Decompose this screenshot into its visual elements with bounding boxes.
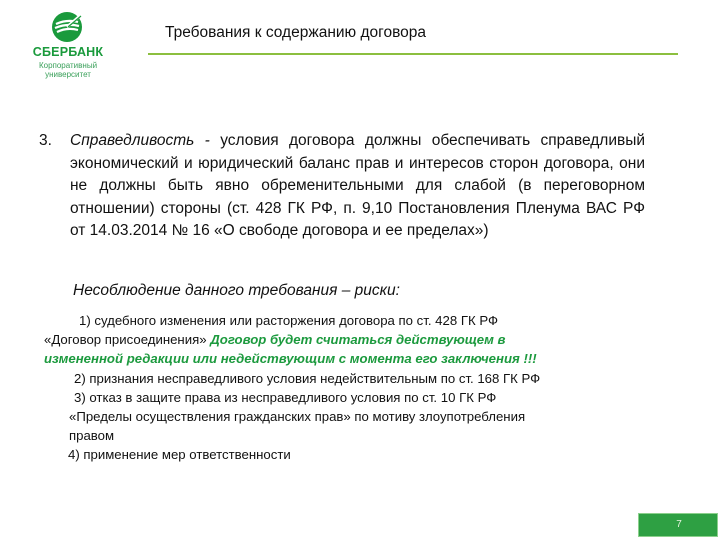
risk-item-3-line-3	[44, 426, 664, 445]
risks-heading: Несоблюдение данного требования – риски:	[73, 282, 400, 299]
title-divider	[148, 53, 678, 55]
sberbank-logo	[32, 10, 104, 80]
logo-subtitle-line2: университет	[45, 70, 91, 79]
requirement-term: Справедливость	[70, 132, 195, 149]
risk-item-4-text: 4) применение мер ответственности	[68, 447, 291, 463]
sberbank-logo-icon	[50, 10, 84, 44]
risk-item-3-line-2	[44, 407, 664, 426]
risk-item-2	[44, 369, 664, 388]
page-title: Требования к содержанию договора	[165, 24, 426, 41]
risk-item-2-text: 2) признания несправедливого условия недействительным по ст. 168 ГК РФ	[74, 370, 541, 386]
risks-list	[44, 311, 664, 465]
risk-item-1-line-3	[44, 349, 664, 368]
logo-subtitle	[32, 61, 104, 79]
requirement-number: 3.	[39, 132, 52, 149]
risk-item-1-line-1	[44, 311, 664, 330]
requirement-body	[70, 130, 645, 243]
risk-item-1-highlight-b: измененной редакции или недействующим с момента его заключения !!!	[44, 351, 537, 367]
risk-item-1-text: 1) судебного изменения или расторжения договора по ст. 428 ГК РФ	[79, 313, 498, 328]
requirement-paragraph	[39, 130, 645, 243]
requirement-dash: -	[204, 132, 210, 149]
page-number: 7	[676, 519, 682, 530]
risk-item-1-highlight-a: Договор будет считаться действующем в	[210, 332, 506, 348]
risk-item-3-line-1	[44, 388, 664, 407]
logo-subtitle-line1: Корпоративный	[38, 61, 98, 70]
risk-item-3-reference: «Пределы осуществления гражданских прав» по мотиву злоупотребления	[69, 409, 526, 425]
risk-item-1-reference: «Договор присоединения»	[44, 332, 207, 348]
risk-item-1-line-2	[44, 330, 664, 349]
logo-name: СБЕРБАНК	[32, 45, 104, 59]
risk-item-3-tail: правом	[69, 428, 115, 444]
risk-item-4	[44, 445, 664, 464]
risk-item-3-text: 3) отказ в защите права из несправедливого условия по ст. 10 ГК РФ	[74, 389, 497, 405]
page-number-box	[638, 513, 718, 537]
requirement-text: условия договора должны обеспечивать справедливый экономический и юридический баланс прав и интересов сторон договора, они не должны быть явно обременительными для слабой (в переговорном отношении) стороны (ст. 428 ГК РФ, п. 9,10 Постановления Пленума ВАС РФ от 14.03.2014 № 16 «О свободе договора и ее пределах»)	[70, 132, 646, 239]
